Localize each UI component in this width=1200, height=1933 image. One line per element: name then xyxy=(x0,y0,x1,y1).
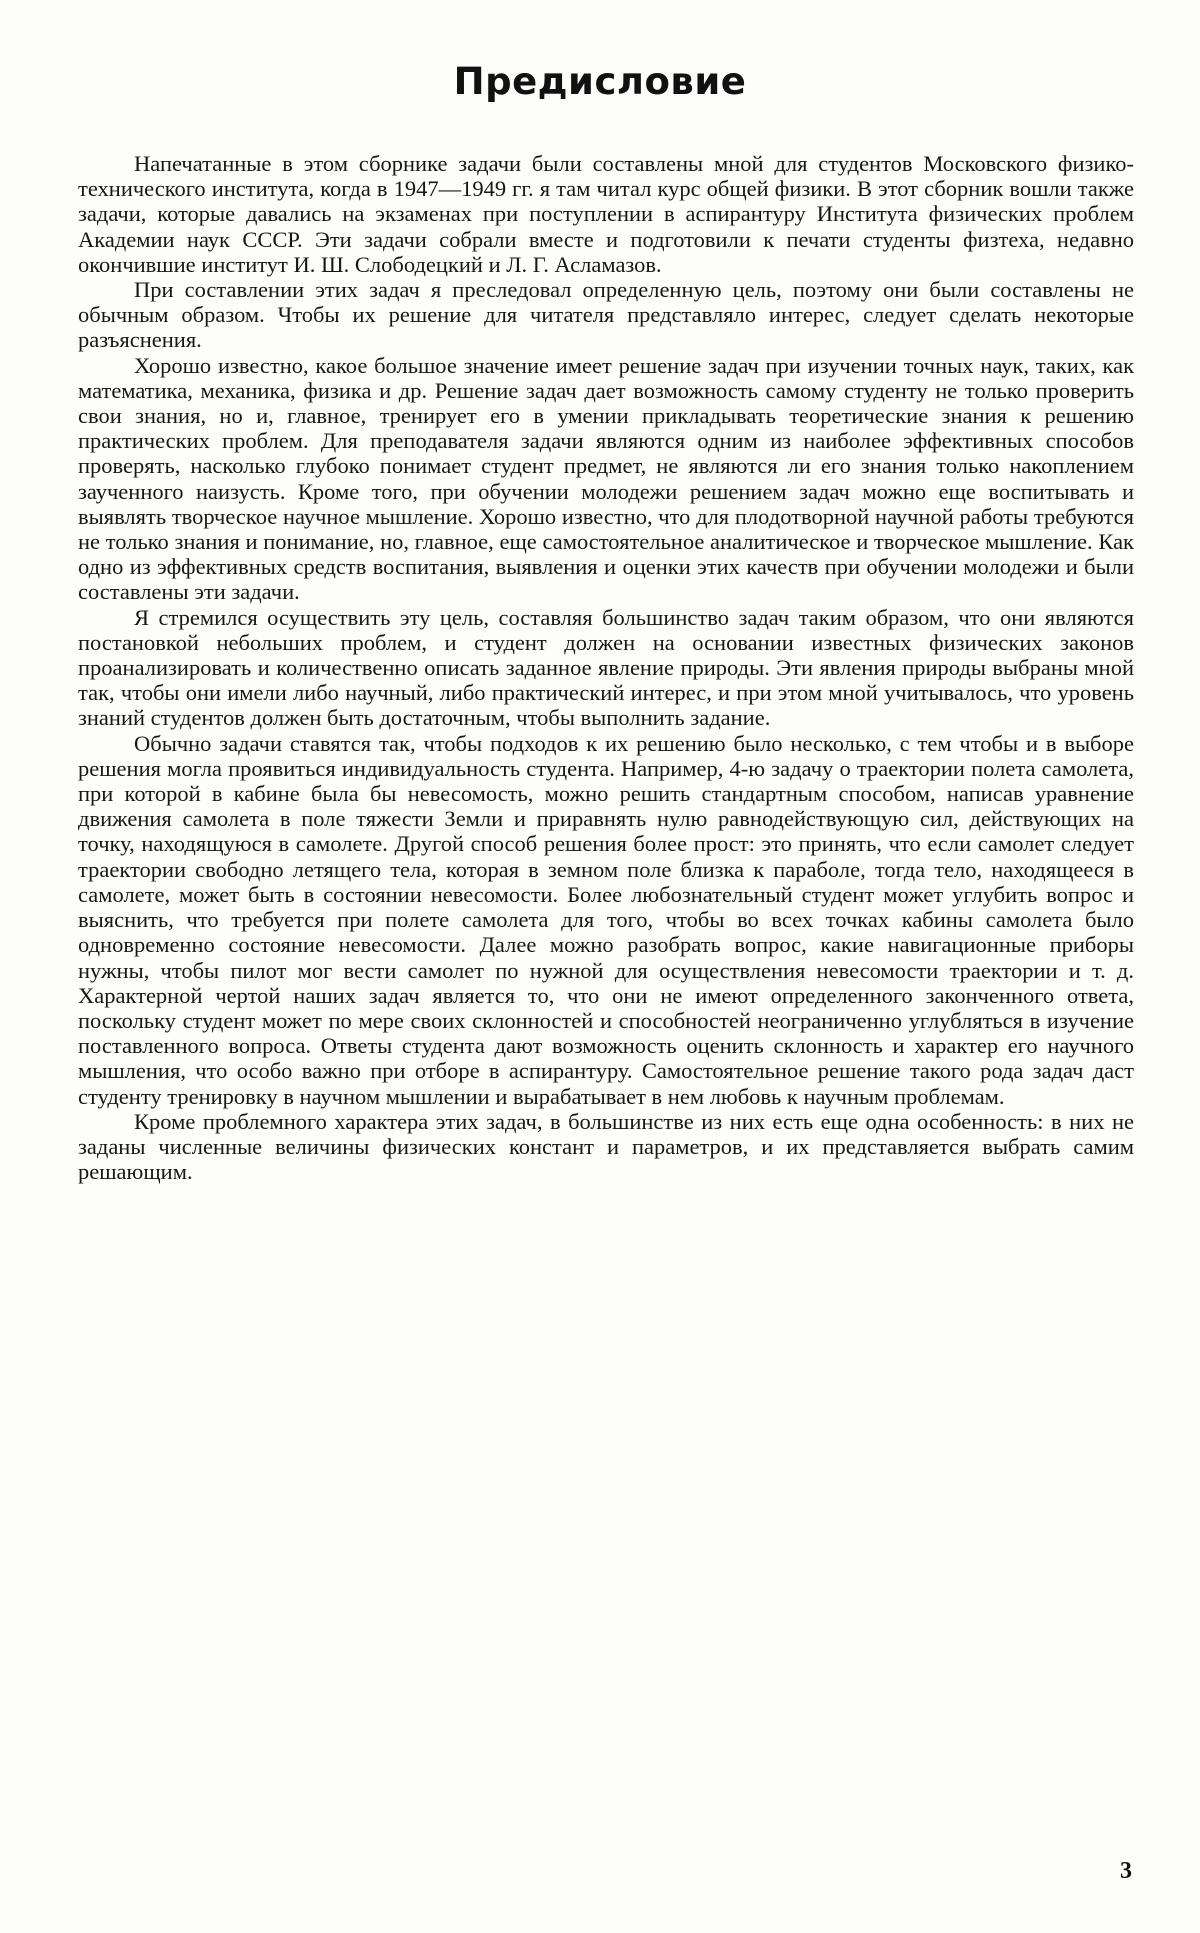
paragraph-2: При составлении этих задач я преследовал определенную цель, поэтому они были составлены не обычным образом. Чтобы их решение для читателя представляло интерес, следует сделать некоторые разъяснения. xyxy=(78,277,1134,353)
paragraph-3: Хорошо известно, какое большое значение имеет решение задач при изучении точных наук, таких, как математика, механика, физика и др. Решение задач дает возможность самому студенту не только проверить свои знания, но и, главное, тренирует его в умении прикладывать теоретические знания к решению практических проблем. Для преподавателя задачи являются одним из наиболее эффективных способов проверять, насколько глубоко понимает студент предмет, не являются ли его знания только накоплением заученного наизусть. Кроме того, при обучении молодежи решением задач можно еще воспитывать и выявлять творческое научное мышление. Хорошо известно, что для плодотворной научной работы требуются не только знания и понимание, но, главное, еще самостоятельное аналитическое и творческое мышление. Как одно из эффективных средств воспитания, выявления и оценки этих качеств при обучении молодежи и были составлены эти задачи. xyxy=(78,352,1134,605)
paragraph-5: Обычно задачи ставятся так, чтобы подходов к их решению было несколько, с тем чтобы и в выборе решения могла проявиться индивидуальность студента. Например, 4-ю задачу о траектории полета самолета, при которой в кабине была бы невесомость, можно решить стандартным способом, написав уравнение движения самолета в поле тяжести Земли и приравнять нулю равнодействующую сил, действующих на точку, находящуюся в самолете. Другой способ решения более прост: это принять, что если самолет следует траектории свободно летящего тела, которая в земном поле близка к параболе, тогда тело, находящееся в самолете, может быть в состоянии невесомости. Более любознательный студент может углубить вопрос и выяснить, что требуется при полете самолета для того, чтобы во всех точках кабины самолета было одновременно состояние невесомости. Далее можно разобрать вопрос, какие навигационные приборы нужны, чтобы пилот мог вести самолет по нужной для осуществления невесомости траектории и т. д. Характерной чертой наших задач является то, что они не имеют определенного законченного ответа, поскольку студент может по мере своих склонностей и способностей неограниченно углубляться в изучение поставленного вопроса. Ответы студента дают возможность оценить склонность и характер его научного мышления, что особо важно при отборе в аспирантуру. Самостоятельное решение такого рода задач даст студенту тренировку в научном мышлении и вырабатывает в нем любовь к научным проблемам. xyxy=(78,730,1134,1109)
paragraph-1: Напечатанные в этом сборнике задачи были составлены мной для студентов Московского физико-технического института, когда в 1947—1949 гг. я там читал курс общей физики. В этот сборник вошли также задачи, которые давались на экзаменах при поступлении в аспирантуру Института физических проблем Академии наук СССР. Эти задачи собрали вместе и подготовили к печати студенты физтеха, недавно окончившие институт И. Ш. Слободецкий и Л. Г. Асламазов. xyxy=(78,151,1134,277)
paragraph-4: Я стремился осуществить эту цель, составляя большинство задач таким образом, что они являются постановкой небольших проблем, и студент должен на основании известных физических законов проанализировать и количественно описать заданное явление природы. Эти явления природы выбраны мной так, чтобы они имели либо научный, либо практический интерес, и при этом мной учитывалось, что уровень знаний студентов должен быть достаточным, чтобы выполнить задание. xyxy=(78,604,1134,731)
page-number: 3 xyxy=(1120,1858,1132,1884)
page-title: Предисловие xyxy=(453,60,747,103)
paragraph-6: Кроме проблемного характера этих задач, в большинстве из них есть еще одна особенность: в них не заданы численные величины физических констант и параметров, и их представляется выбрать самим решающим. xyxy=(78,1108,1134,1185)
preface-body xyxy=(78,151,1134,1184)
